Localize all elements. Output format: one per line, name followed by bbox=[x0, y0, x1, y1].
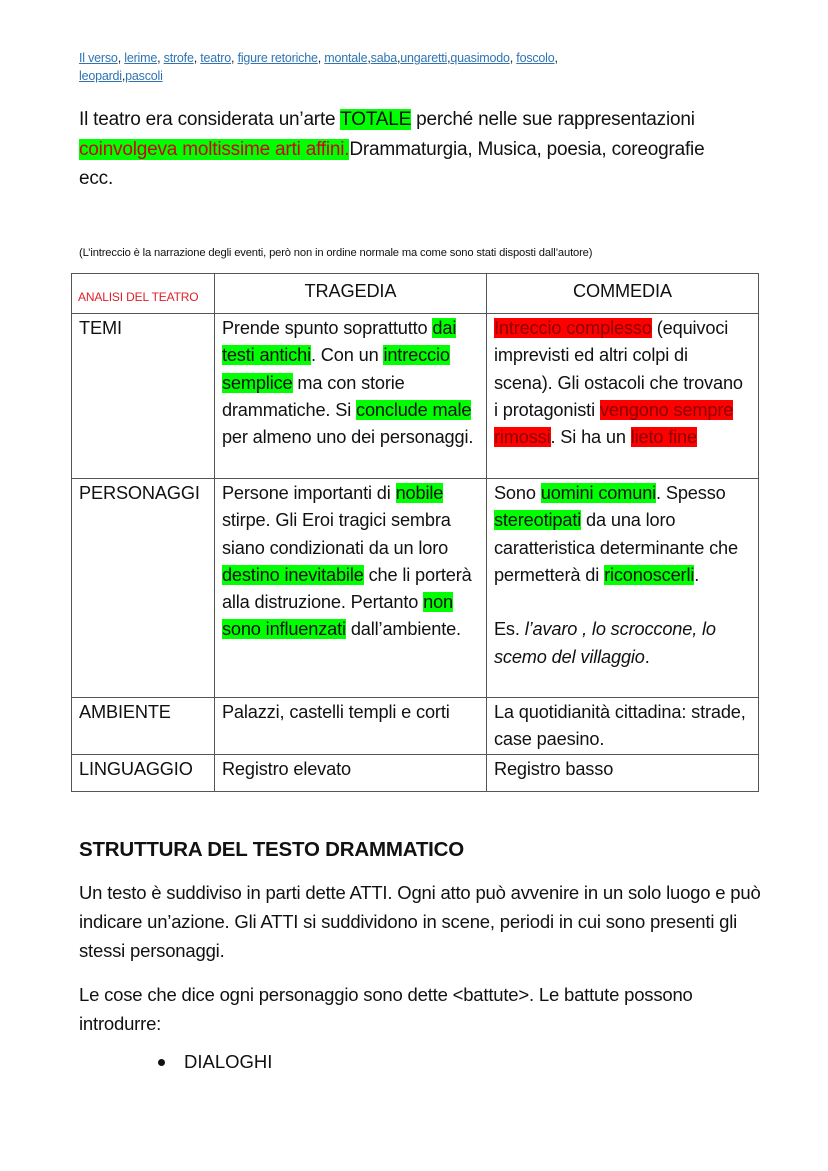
link-separator: , bbox=[193, 51, 201, 65]
highlight-green: stereotipati bbox=[493, 510, 582, 531]
column-header-commedia: COMMEDIA bbox=[486, 274, 758, 314]
link-saba[interactable]: saba bbox=[370, 51, 397, 65]
highlight-green: non sono influenzati bbox=[221, 592, 454, 640]
table-header-row bbox=[72, 274, 759, 314]
highlight-red: vengono sempre rimossi bbox=[493, 399, 734, 448]
link-separator: , bbox=[396, 51, 401, 65]
intro-text: Drammaturgia, Musica, poesia, coreografie ecc. bbox=[79, 138, 705, 189]
cell-text: Sono bbox=[493, 483, 541, 503]
bullet-text: DIALOGHI bbox=[184, 1051, 273, 1072]
table-row-personaggi bbox=[72, 479, 759, 698]
highlight-green: uomini comuni bbox=[540, 483, 657, 503]
topic-links-nav bbox=[79, 49, 679, 85]
cell-text: . Si ha un bbox=[550, 427, 631, 448]
highlight-green: conclude male bbox=[356, 399, 472, 420]
highlight-red: Intreccio complesso bbox=[493, 318, 652, 338]
link-separator: , bbox=[317, 51, 325, 65]
link-ungaretti[interactable]: ungaretti bbox=[400, 51, 448, 65]
link-separator: , bbox=[554, 51, 558, 65]
link-separator: , bbox=[117, 51, 125, 65]
cell-personaggi-tragedia bbox=[214, 479, 486, 698]
link-pascoli[interactable]: pascoli bbox=[125, 69, 163, 83]
intro-paragraph bbox=[79, 105, 719, 194]
link-separator: , bbox=[447, 51, 451, 65]
table-row-linguaggio bbox=[72, 754, 759, 791]
link-separator: , bbox=[157, 51, 164, 65]
link-montale[interactable]: montale bbox=[324, 51, 368, 65]
cell-text: Prende spunto soprattutto bbox=[221, 318, 433, 338]
bullet-item bbox=[140, 1047, 272, 1076]
link-leopardi[interactable]: leopardi bbox=[79, 69, 122, 83]
link-teatro[interactable]: teatro bbox=[200, 51, 232, 65]
atti-paragraph: Un testo è suddiviso in parti dette ATTI. Ogni atto può avvenire in un solo luogo e può indicare un’azione. Gli ATTI si suddividono in scene, periodi in cui sono presenti gli stessi personaggi. bbox=[79, 882, 761, 961]
link-separator: , bbox=[121, 69, 126, 83]
battute-bullet-list bbox=[140, 1047, 272, 1076]
example-prefix: Es. bbox=[493, 619, 525, 640]
section-heading: STRUTTURA DEL TESTO DRAMMATICO bbox=[79, 838, 465, 861]
cell-text: dall’ambiente. bbox=[345, 619, 461, 640]
highlight-green: nobile bbox=[395, 483, 444, 503]
link-lerime[interactable]: lerime bbox=[124, 51, 158, 65]
cell-linguaggio-tragedia: Registro elevato bbox=[214, 754, 486, 791]
cell-text: che li porterà alla distruzione. Pertanto bbox=[221, 564, 472, 613]
bullet-dot-icon bbox=[158, 1059, 165, 1066]
highlight-green: dai testi antichi bbox=[221, 318, 457, 366]
cell-temi-tragedia bbox=[214, 314, 486, 479]
cell-text: ma con storie drammatiche. Si bbox=[221, 372, 405, 420]
battute-paragraph: Le cose che dice ogni personaggio sono dette <battute>. Le battute possono introdurre: bbox=[79, 984, 693, 1034]
link-quasimodo[interactable]: quasimodo bbox=[450, 51, 510, 65]
link-separator: , bbox=[509, 51, 517, 65]
cell-personaggi-commedia bbox=[486, 479, 758, 698]
highlight-red: lieto fine bbox=[630, 427, 697, 448]
intro-text: perché nelle sue rappresentazioni bbox=[411, 109, 695, 130]
link-foscolo[interactable]: foscolo bbox=[516, 51, 555, 65]
example-suffix: . bbox=[644, 646, 650, 667]
theatre-analysis-table bbox=[71, 273, 759, 792]
cell-linguaggio-commedia: Registro basso bbox=[486, 754, 758, 791]
cell-text: . Spesso bbox=[656, 483, 726, 503]
cell-text: (equivoci imprevisti ed altri colpi di scena). Gli ostacoli che trovano i protagonisti bbox=[493, 318, 743, 420]
table-row-temi bbox=[72, 314, 759, 479]
cell-text: . Con un bbox=[310, 345, 384, 366]
cell-ambiente-tragedia: Palazzi, castelli templi e corti bbox=[214, 698, 486, 755]
link-il-verso[interactable]: Il verso bbox=[79, 51, 118, 65]
cell-text: Persone importanti di bbox=[221, 483, 396, 503]
cell-text: . bbox=[694, 564, 700, 585]
link-figure-retoriche[interactable]: figure retoriche bbox=[237, 51, 318, 65]
row-label-temi: TEMI bbox=[72, 314, 215, 479]
highlight-green: destino inevitabile bbox=[221, 564, 364, 585]
link-separator: , bbox=[367, 51, 371, 65]
highlight-arti-affini: coinvolgeva moltissime arti affini. bbox=[79, 138, 350, 160]
row-label-personaggi: PERSONAGGI bbox=[72, 479, 215, 698]
corner-label: ANALISI DEL TEATRO bbox=[72, 274, 215, 314]
row-label-ambiente: AMBIENTE bbox=[72, 698, 215, 755]
cell-text: stirpe. Gli Eroi tragici sembra siano condizionati da un loro bbox=[221, 510, 451, 558]
intro-text: Il teatro era considerata un’arte bbox=[79, 109, 341, 130]
highlight-totale: TOTALE bbox=[340, 109, 412, 130]
highlight-green: riconoscerli bbox=[604, 564, 695, 585]
link-separator: , bbox=[231, 51, 238, 65]
link-strofe[interactable]: strofe bbox=[163, 51, 194, 65]
cell-text: da una loro caratteristica determinante che permetterà di bbox=[493, 510, 738, 585]
cell-text: per almeno uno dei personaggi. bbox=[221, 427, 474, 448]
row-label-linguaggio: LINGUAGGIO bbox=[72, 754, 215, 791]
highlight-green: intreccio semplice bbox=[221, 345, 450, 393]
cell-temi-commedia bbox=[486, 314, 758, 479]
column-header-tragedia: TRAGEDIA bbox=[214, 274, 486, 314]
example-italic: l’avaro , lo scroccone, lo scemo del villaggio bbox=[493, 619, 716, 667]
cell-ambiente-commedia: La quotidianità cittadina: strade, case paesino. bbox=[486, 698, 758, 755]
table-row-ambiente bbox=[72, 698, 759, 755]
intreccio-note: (L’intreccio è la narrazione degli eventi, però non in ordine normale ma come sono stati disposti dall’autore) bbox=[79, 247, 593, 259]
